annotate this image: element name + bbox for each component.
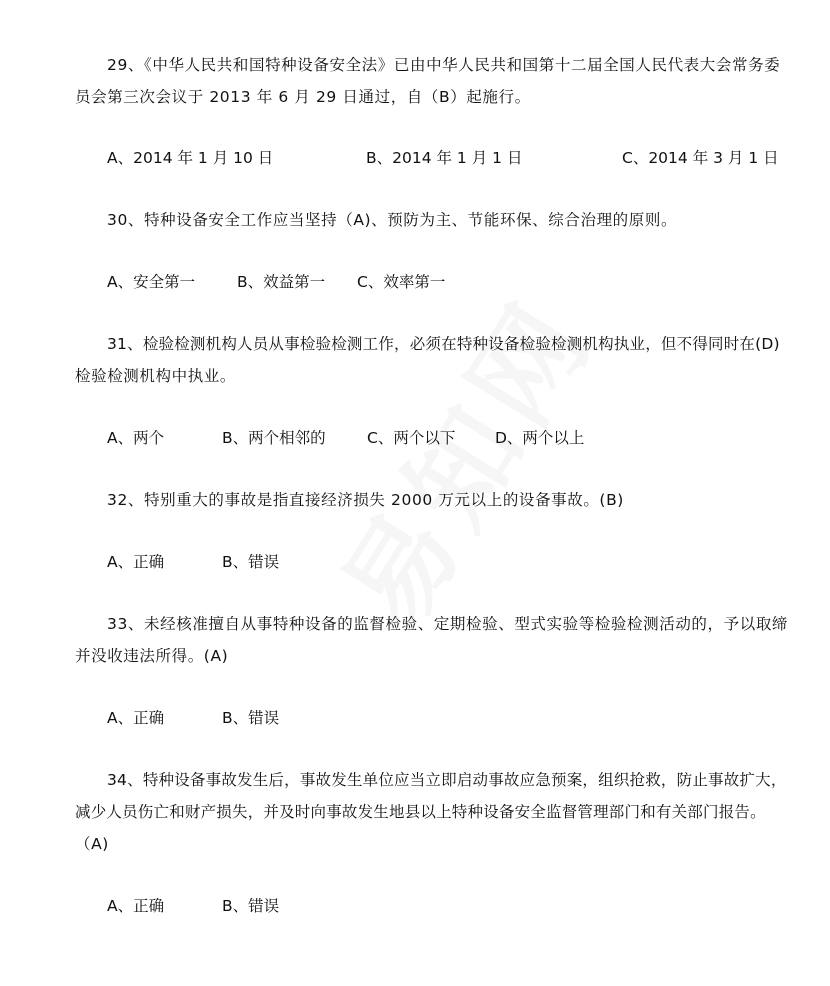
option-a: A、安全第一 (107, 273, 196, 291)
question-text: 30、特种设备安全工作应当坚持（A)、预防为主、节能环保、综合治理的原则。 (107, 211, 678, 229)
question-text: 检验检测机构中执业。 (75, 367, 237, 385)
option-b: B、2014 年 1 月 1 日 (366, 149, 523, 167)
option-c: C、两个以下 (367, 429, 456, 447)
option-a: A、正确 (107, 553, 165, 571)
question-text: （A) (75, 835, 109, 853)
option-b: B、两个相邻的 (222, 429, 326, 447)
option-c: C、2014 年 3 月 1 日 (622, 149, 779, 167)
option-a: A、正确 (107, 709, 165, 727)
question-text: 员会第三次会议于 2013 年 6 月 29 日通过，自（B）起施行。 (75, 88, 531, 106)
option-a: A、正确 (107, 897, 165, 915)
question-text: 32、特别重大的事故是指直接经济损失 2000 万元以上的设备事故。(B) (107, 491, 624, 509)
option-a: A、2014 年 1 月 10 日 (107, 149, 274, 167)
watermark (298, 264, 623, 653)
option-c: C、效率第一 (357, 273, 446, 291)
question-text: 并没收违法所得。(A) (75, 647, 229, 665)
question-text: 减少人员伤亡和财产损失，并及时向事故发生地县以上特种设备安全监督管理部门和有关部门报告。 (75, 803, 766, 821)
question-text: 29、《中华人民共和国特种设备安全法》已由中华人民共和国第十二届全国人民代表大会常务委 (107, 56, 781, 74)
option-d: D、两个以上 (495, 429, 585, 447)
question-text: 33、未经核准擅自从事特种设备的监督检验、定期检验、型式实验等检验检测活动的，予以取缔 (107, 615, 789, 633)
question-text: 34、特种设备事故发生后，事故发生单位应当立即启动事故应急预案，组织抢救，防止事故扩大， (107, 771, 787, 789)
option-b: B、错误 (222, 553, 280, 571)
option-b: B、效益第一 (237, 273, 326, 291)
option-b: B、错误 (222, 897, 280, 915)
question-text: 31、检验检测机构人员从事检验检测工作，必须在特种设备检验检测机构执业，但不得同时在(D) (107, 335, 780, 353)
option-b: B、错误 (222, 709, 280, 727)
option-a: A、两个 (107, 429, 165, 447)
